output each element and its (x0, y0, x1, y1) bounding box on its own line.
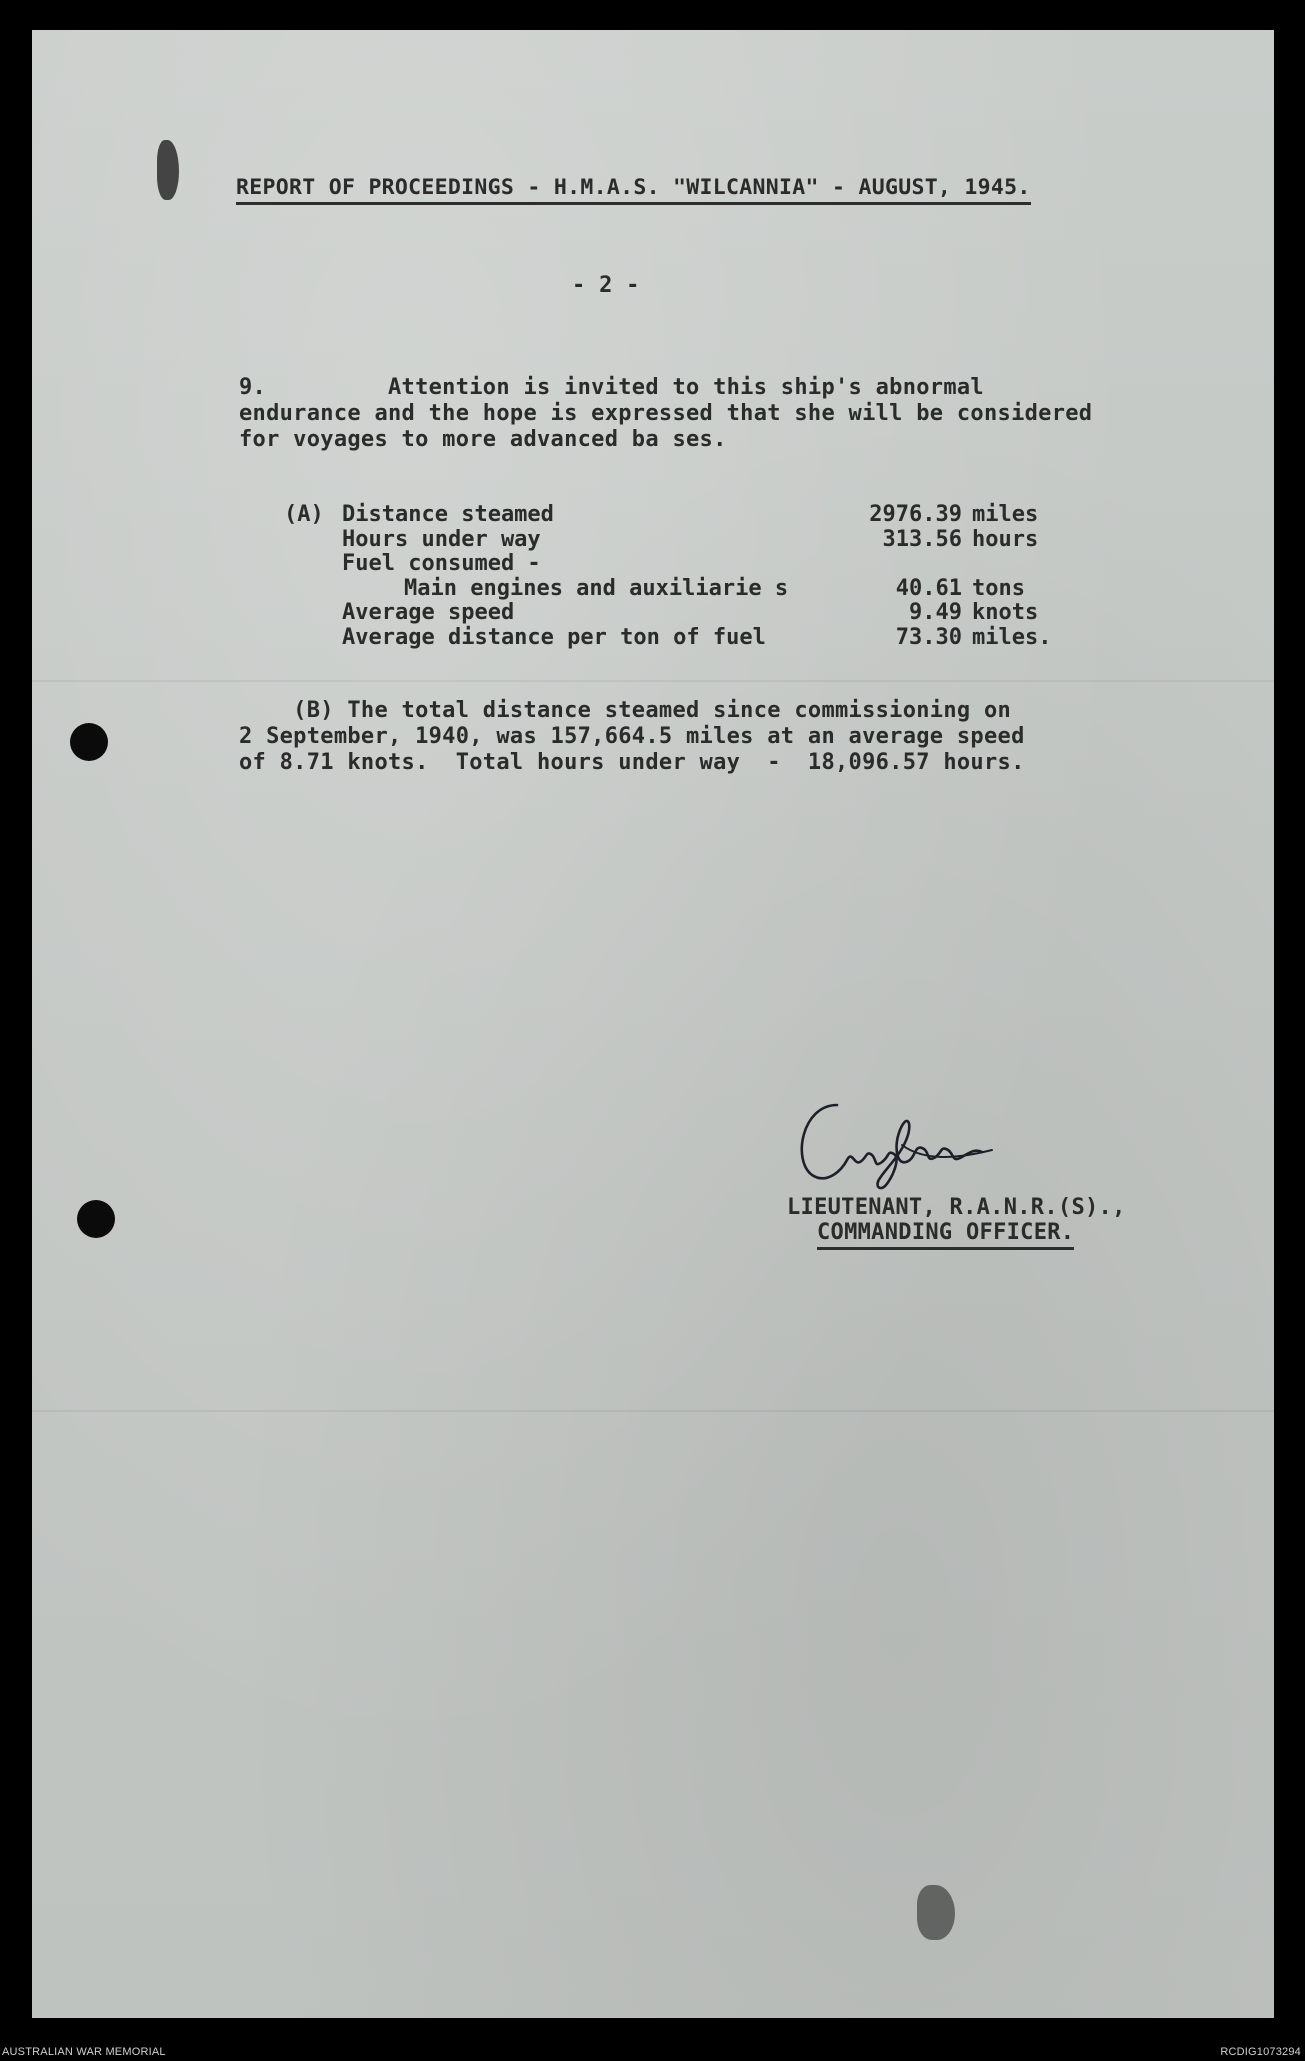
stat-unit: miles. (972, 624, 1052, 650)
document-sheet (32, 30, 1274, 2018)
stat-value: 40.61 (895, 575, 962, 601)
stat-unit: hours (972, 526, 1039, 552)
page-number: - 2 - (572, 273, 640, 298)
stat-unit: tons (972, 575, 1025, 601)
stats-row (284, 601, 1051, 626)
ink-stain (157, 140, 179, 200)
signatory-rank: LIEUTENANT, R.A.N.R.(S)., (787, 1195, 1126, 1220)
archive-credit: AUSTRALIAN WAR MEMORIAL (2, 2046, 166, 2058)
stat-value: 313.56 (882, 526, 962, 552)
stat-name: Hours under way (342, 526, 541, 552)
handwritten-signature (782, 1050, 1012, 1210)
stat-value: 2976.39 (869, 502, 962, 527)
stat-name: Distance steamed (342, 502, 554, 527)
stat-name: Average distance per ton of fuel (342, 624, 766, 650)
stat-value: 73.30 (895, 624, 962, 650)
ink-stain (917, 1885, 955, 1940)
punch-hole (70, 723, 108, 761)
stat-name: Fuel consumed - (342, 551, 541, 576)
stat-name: Average speed (342, 600, 515, 625)
stat-value (852, 552, 962, 577)
archive-id: RCDIG1073294 (1220, 2046, 1301, 2058)
stats-row (284, 626, 1051, 651)
stats-row (284, 503, 1051, 528)
section-a-label: (A) (284, 502, 324, 527)
paragraph-b: (B) The total distance steamed since commissioning on 2 September, 1940, was 157,664.5 miles at an average speed of 8.71 knots. Total hours under way - 18,096.57 hours. (239, 698, 1025, 775)
stat-value: 9.49 (909, 600, 962, 625)
stats-row (284, 552, 1051, 577)
stat-unit: knots (972, 600, 1039, 625)
paper-fold (32, 680, 1274, 682)
stat-unit: miles (972, 502, 1039, 527)
punch-hole (77, 1200, 115, 1238)
stats-row (284, 577, 1051, 602)
paper-fold (32, 1410, 1274, 1412)
report-title: REPORT OF PROCEEDINGS - H.M.A.S. "WILCANNIA" - AUGUST, 1945. (236, 175, 1031, 205)
stat-name: Main engines and auxiliarie s (404, 575, 789, 601)
section-a-table (284, 503, 1051, 650)
paragraph-9: 9. Attention is invited to this ship's abnormal endurance and the hope is expressed that she will be considered for voyages to more advanced ba ses. (239, 375, 1093, 452)
stat-unit (962, 552, 972, 577)
signatory-role: COMMANDING OFFICER. (817, 1220, 1074, 1250)
stats-row (284, 528, 1051, 553)
